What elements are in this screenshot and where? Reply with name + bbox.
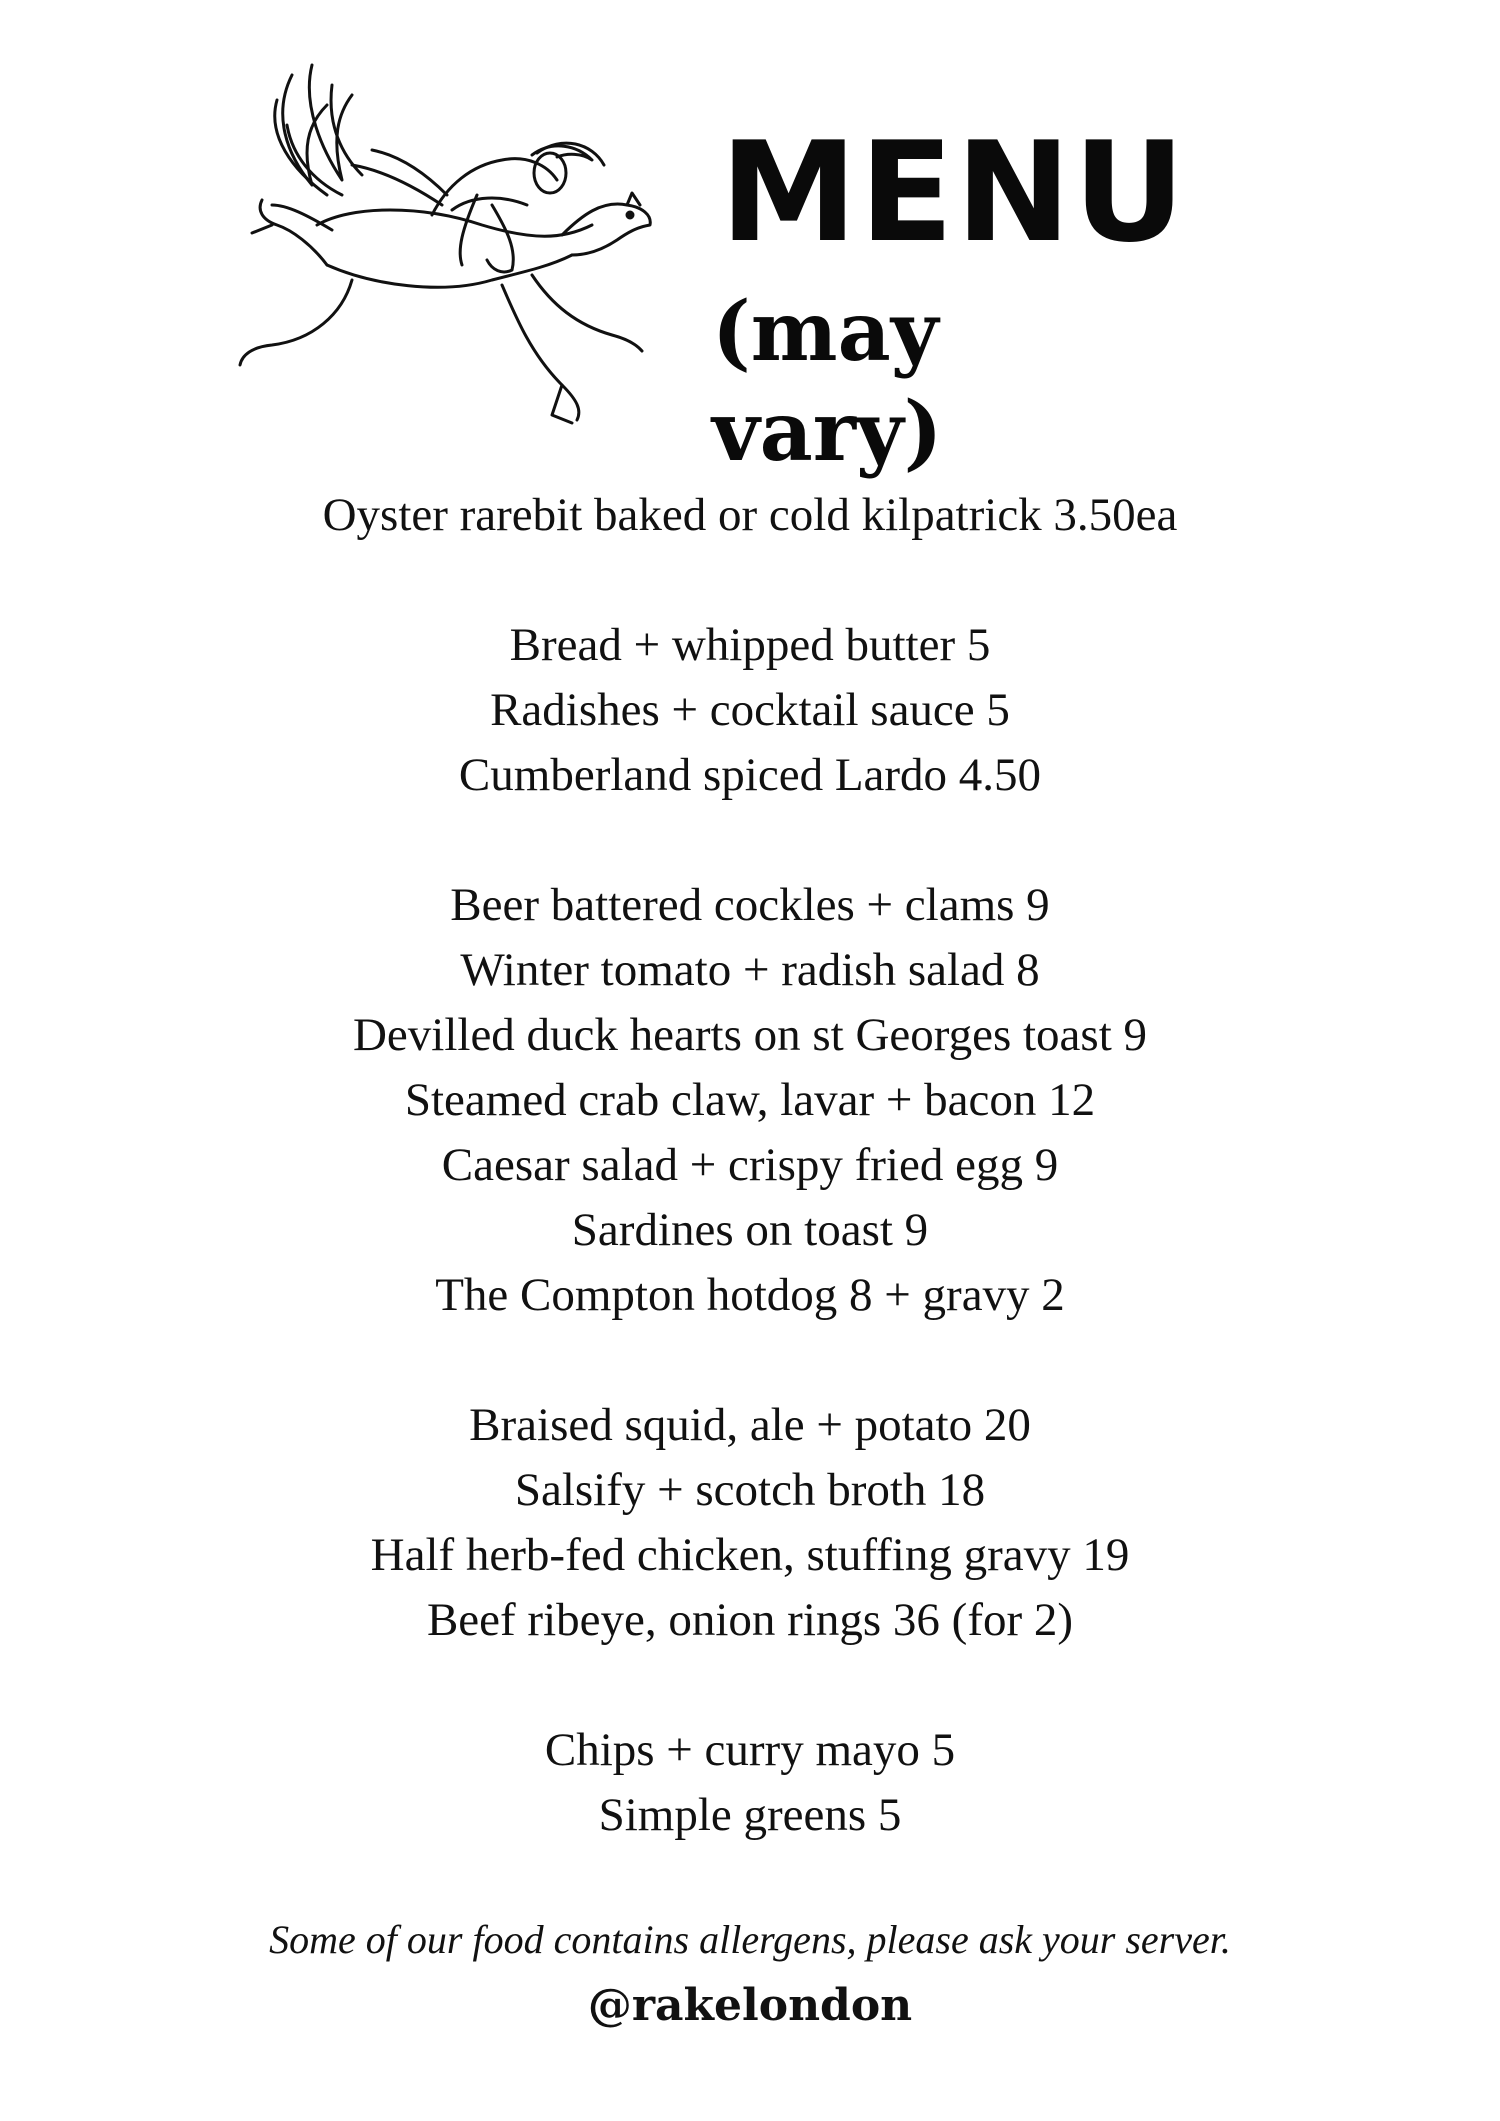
menu-item: Cumberland spiced Lardo 4.50 bbox=[458, 749, 1042, 801]
allergen-disclaimer: Some of our food contains allergens, please ask your server. bbox=[269, 1917, 1231, 1962]
menu-item: Braised squid, ale + potato 20 bbox=[469, 1399, 1031, 1451]
menu-item: Steamed crab claw, lavar + bacon 12 bbox=[404, 1074, 1096, 1126]
menu-item: The Compton hotdog 8 + gravy 2 bbox=[435, 1269, 1065, 1321]
pegasus-rider-icon bbox=[232, 55, 672, 450]
menu-subtitle: (may vary) bbox=[712, 284, 943, 480]
menu-item: Caesar salad + crispy fried egg 9 bbox=[441, 1139, 1059, 1191]
menu-item: Salsify + scotch broth 18 bbox=[514, 1464, 986, 1516]
menu-item: Chips + curry mayo 5 bbox=[544, 1724, 956, 1776]
menu-section-oysters bbox=[0, 483, 1500, 548]
menu-item: Beef ribeye, onion rings 36 (for 2) bbox=[426, 1594, 1074, 1646]
menu-list bbox=[0, 483, 1500, 1913]
menu-item: Sardines on toast 9 bbox=[571, 1204, 929, 1256]
menu-item: Oyster rarebit baked or cold kilpatrick 3.50ea bbox=[322, 489, 1178, 541]
menu-item: Simple greens 5 bbox=[598, 1789, 902, 1841]
menu-section-mains bbox=[0, 1393, 1500, 1653]
menu-section-snacks bbox=[0, 613, 1500, 808]
menu-item: Devilled duck hearts on st Georges toast 9 bbox=[352, 1009, 1148, 1061]
menu-item: Winter tomato + radish salad 8 bbox=[460, 944, 1040, 996]
social-handle: @rakelondon bbox=[587, 1980, 913, 2031]
menu-item: Beer battered cockles + clams 9 bbox=[450, 879, 1050, 931]
menu-item: Half herb-fed chicken, stuffing gravy 19 bbox=[370, 1529, 1130, 1581]
menu-section-small-plates bbox=[0, 873, 1500, 1328]
menu-title: MENU bbox=[720, 112, 1188, 273]
menu-item: Bread + whipped butter 5 bbox=[509, 619, 991, 671]
menu-item: Radishes + cocktail sauce 5 bbox=[490, 684, 1010, 736]
menu-section-sides bbox=[0, 1718, 1500, 1848]
